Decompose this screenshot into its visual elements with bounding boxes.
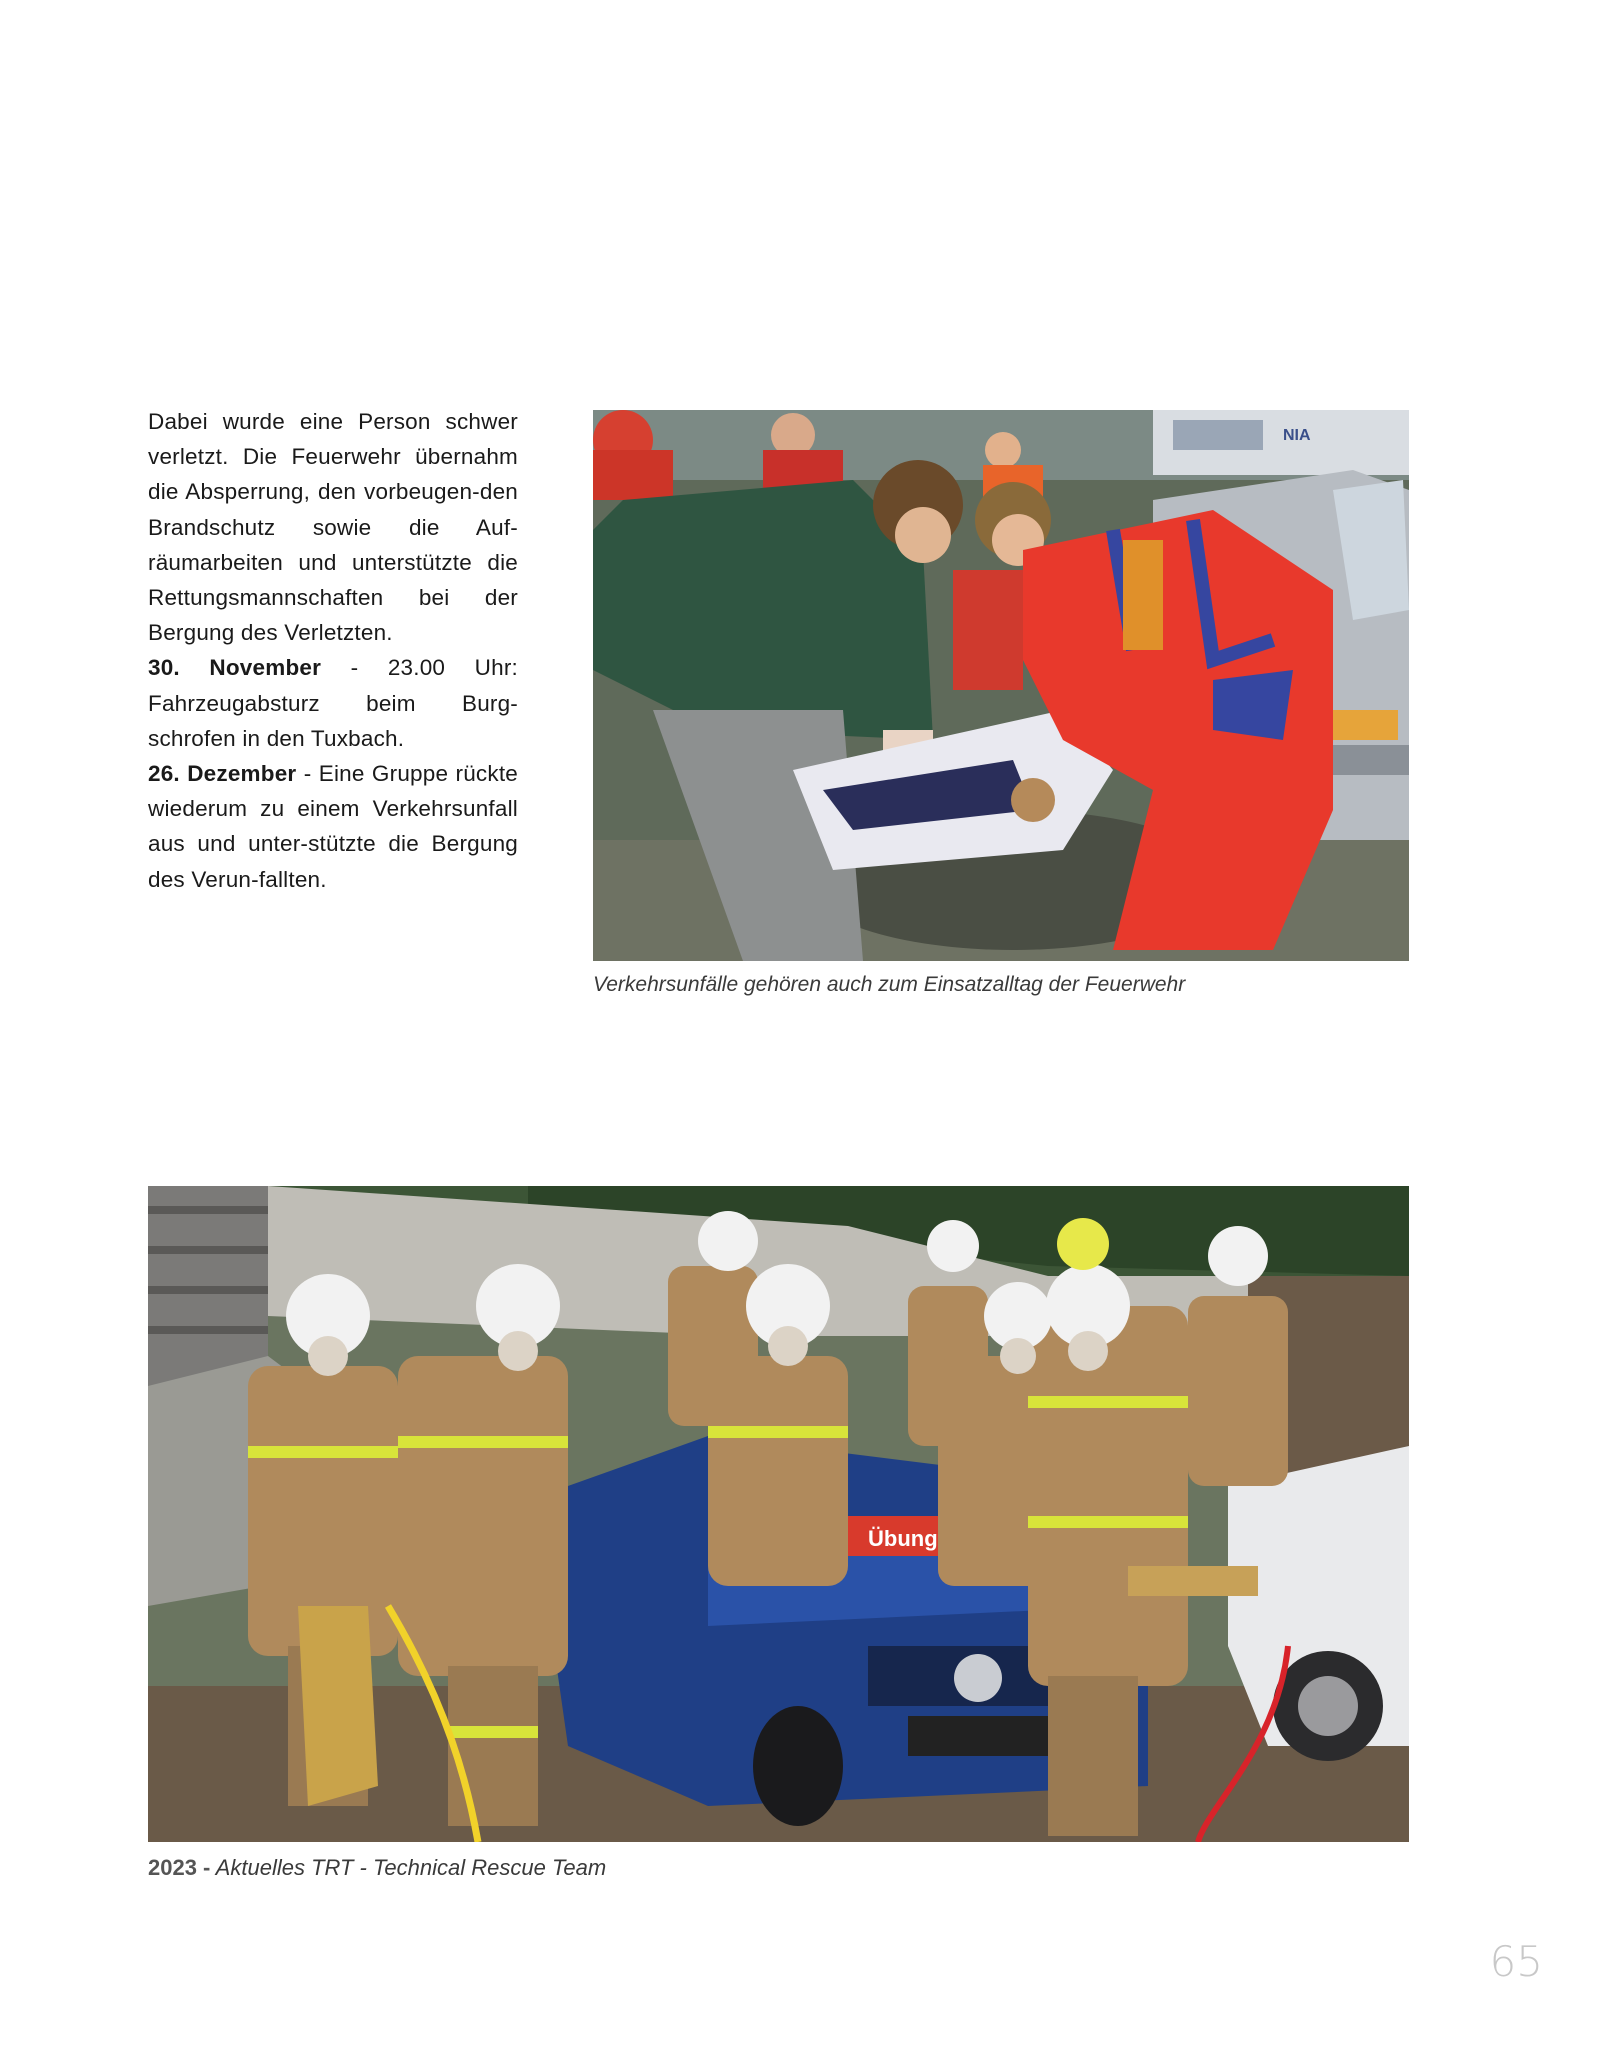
accident-photo-illustration [593,410,1409,961]
rescue-team-photo-illustration [148,1186,1409,1842]
accident-photo [593,410,1409,961]
truck-sign: NIA [1283,427,1311,444]
caption-text: Aktuelles TRT - Technical Rescue Team [210,1855,607,1880]
rescue-team-photo [148,1186,1409,1842]
page-number: 65 [1489,1937,1543,1986]
exercise-banner: Übung [868,1526,938,1551]
entry-26-dezember: 26. Dezember - Eine Gruppe rückte wiederum zu einem Verkehrsunfall aus und unter-stützte die Bergung des Verun-fallten. [148,761,518,892]
entry-date: 26. Dezember [148,761,297,787]
caption-year: 2023 - [148,1855,211,1880]
entry-30-november: 30. November - 23.00 Uhr: Fahrzeugabsturz beim Burg-schrofen in den Tuxbach. [148,655,518,751]
entry-date: 30. November [148,655,322,681]
intro-paragraph: Dabei wurde eine Person schwer verletzt. Die Feuerwehr übernahm die Absperrung, den vorbeugen-den Brandschutz sowie die Auf-räumarbeiten und unterstützte die Rettungsmannschaften bei der Bergung des Verletzten. [148,409,518,646]
accident-photo-caption: Verkehrsunfälle gehören auch zum Einsatzalltag der Feuerwehr [593,973,1186,996]
rescue-team-caption [148,1855,606,1881]
article-text [148,404,518,897]
